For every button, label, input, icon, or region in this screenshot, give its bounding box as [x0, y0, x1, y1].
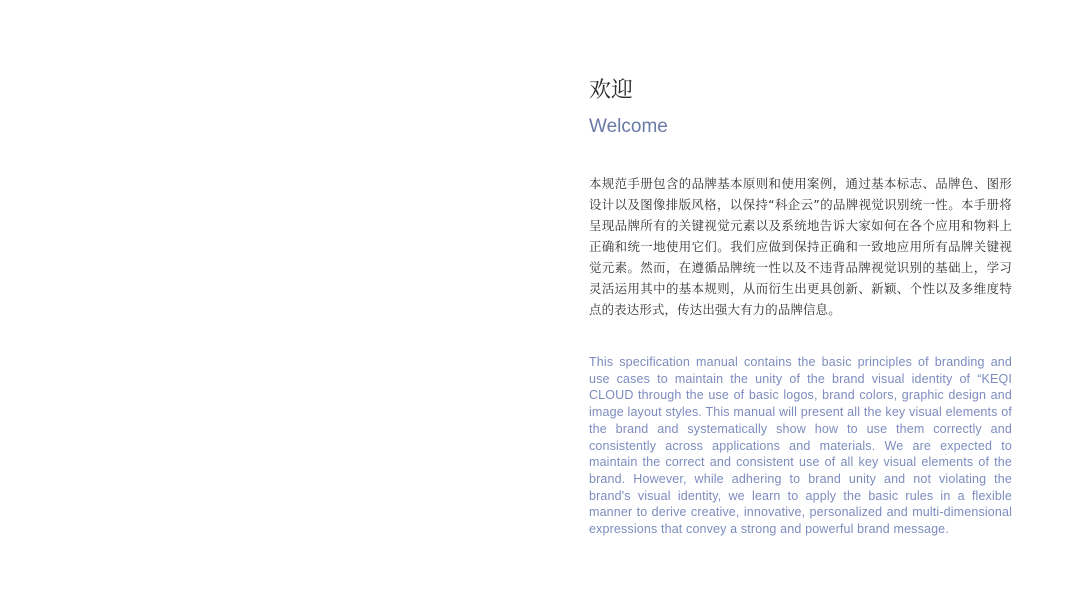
- intro-paragraph-chinese: 本规范手册包含的品牌基本原则和使用案例，通过基本标志、品牌色、图形设计以及图像排版风格，以保持“科企云”的品牌视觉识别统一性。本手册将呈现品牌所有的关键视觉元素以及系统地告诉大家如何在各个应用和物料上正确和统一地使用它们。我们应做到保持正确和一致地应用所有品牌关键视觉元素。然而，在遵循品牌统一性以及不违背品牌视觉识别的基础上，学习灵活运用其中的基本规则，从而衍生出更具创新、新颖、个性以及多维度特点的表达形式，传达出强大有力的品牌信息。: [589, 176, 1012, 317]
- welcome-section: [589, 76, 1012, 537]
- page-title-chinese: 欢迎: [589, 78, 634, 103]
- page-title-english: Welcome: [589, 116, 668, 137]
- intro-paragraph-english: This specification manual contains the basic principles of branding and use cases to maintain the unity of the brand visual identity of “KEQI CLOUD through the use of basic logos, brand colors, graphic design and image layout styles. This manual will present all the key visual elements of the brand and systematically show how to use them correctly and consistently across applications and materials. We are expected to maintain the correct and consistent use of all key visual elements of the brand. However, while adhering to brand unity and not violating the brand's visual identity, we learn to apply the basic rules in a flexible manner to derive creative, innovative, personalized and multi-dimensional expressions that convey a strong and powerful brand message.: [589, 355, 1012, 537]
